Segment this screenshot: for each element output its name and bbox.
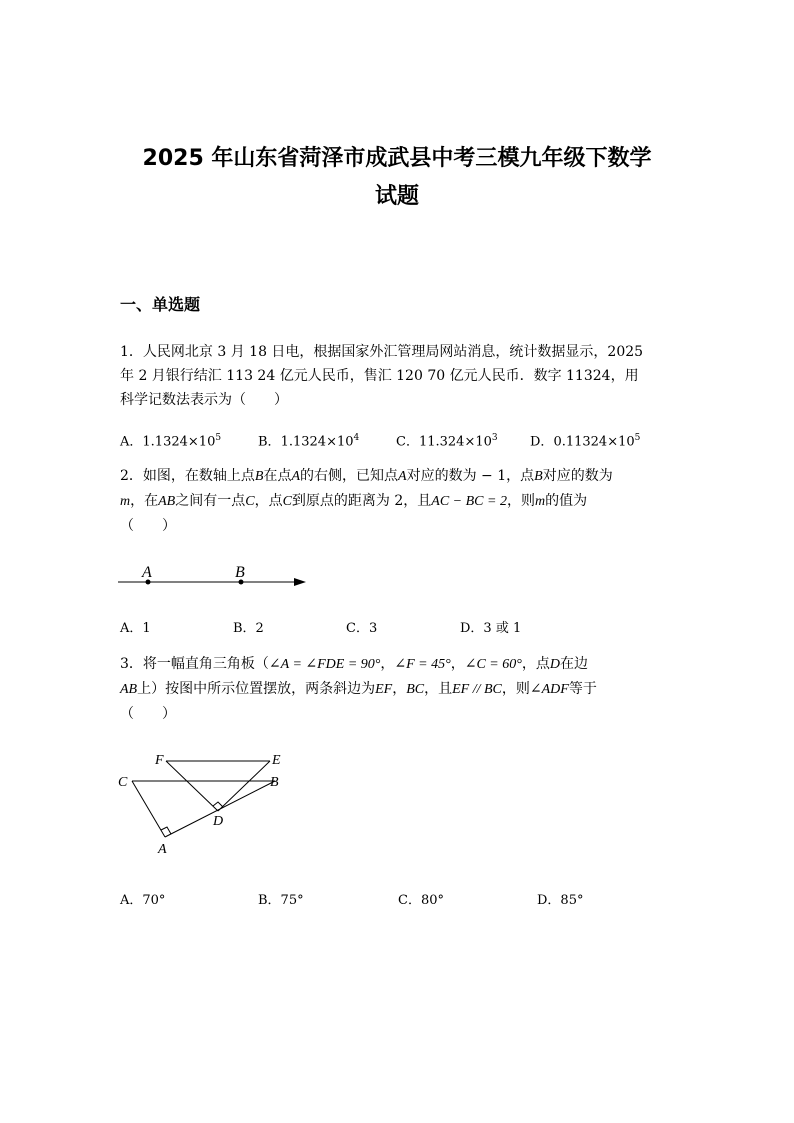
- label-b: B: [270, 775, 279, 790]
- segment-de: [218, 761, 270, 811]
- q2-option-c[interactable]: C．3: [346, 621, 378, 636]
- q3-line-1: 3．将一幅直角三角板（∠A = ∠FDE = 90°，∠F = 45°，∠C = 60°，点D在边: [120, 656, 588, 672]
- label-a: A: [158, 842, 167, 857]
- q1-line-1: 1．人民网北京 3 月 18 日电，根据国家外汇管理局网站消息，统计数据显示，2025: [120, 344, 644, 360]
- q1-line-2: 年 2 月银行结汇 113 24 亿元人民币，售汇 120 70 亿元人民币．数字 11324，用: [120, 368, 639, 384]
- q3-option-d[interactable]: D．85°: [537, 893, 584, 908]
- page-title: [110, 140, 684, 216]
- question-2: [120, 464, 680, 538]
- q3-option-c[interactable]: C．80°: [398, 893, 444, 908]
- q3-option-a[interactable]: A．70°: [120, 893, 166, 908]
- q2-option-d[interactable]: D．3 或 1: [460, 621, 522, 636]
- point-b-label: B: [235, 564, 245, 581]
- q1-option-c[interactable]: C．$11.324\times 10^3$: [396, 433, 498, 450]
- triangle-figure: [110, 745, 310, 865]
- question-3: [120, 652, 680, 726]
- label-d: D: [213, 814, 224, 829]
- q2-line-1: 2．如图，在数轴上点B在点A的右侧，已知点A对应的数为 − 1，点B对应的数为: [120, 468, 613, 484]
- q3-line-3: （ ）: [120, 706, 176, 722]
- q1-option-d[interactable]: D．$0.11324\times 10^5$: [530, 433, 641, 450]
- q2-option-a[interactable]: A．1: [120, 621, 151, 636]
- title-line-1: 2025 年山东省菏泽市成武县中考三模九年级下数学: [142, 146, 652, 171]
- question-1: [120, 340, 680, 412]
- label-e: E: [272, 753, 281, 768]
- label-f: F: [155, 753, 164, 768]
- number-line-arrow-icon: [294, 578, 306, 586]
- segment-fd: [166, 761, 218, 811]
- q1-options: [120, 426, 720, 450]
- q3-options: [120, 889, 720, 913]
- q2-option-b[interactable]: B．2: [233, 621, 264, 636]
- right-angle-mark-d: [213, 802, 223, 807]
- q2-line-3: （ ）: [120, 518, 176, 534]
- q2-line-2: m，在AB之间有一点C，点C到原点的距离为 2，且AC − BC = 2，则m的值为: [120, 493, 588, 509]
- point-a-label: A: [142, 564, 152, 581]
- segment-ca: [132, 781, 165, 837]
- section-heading: 一、单选题: [120, 295, 201, 314]
- q1-option-b[interactable]: B．$1.1324\times 10^4$: [258, 433, 360, 450]
- q3-option-b[interactable]: B．75°: [258, 893, 304, 908]
- q2-options: [120, 617, 720, 641]
- q1-option-a[interactable]: A．$1.1324\times 10^5$: [120, 433, 222, 450]
- number-line-figure: [118, 560, 318, 596]
- label-c: C: [118, 775, 128, 790]
- title-line-2: 试题: [374, 184, 419, 209]
- q3-line-2: AB上）按图中所示位置摆放，两条斜边为EF，BC，且EF // BC，则∠ADF等于: [120, 681, 597, 697]
- q1-line-3: 科学记数法表示为（ ）: [120, 392, 288, 408]
